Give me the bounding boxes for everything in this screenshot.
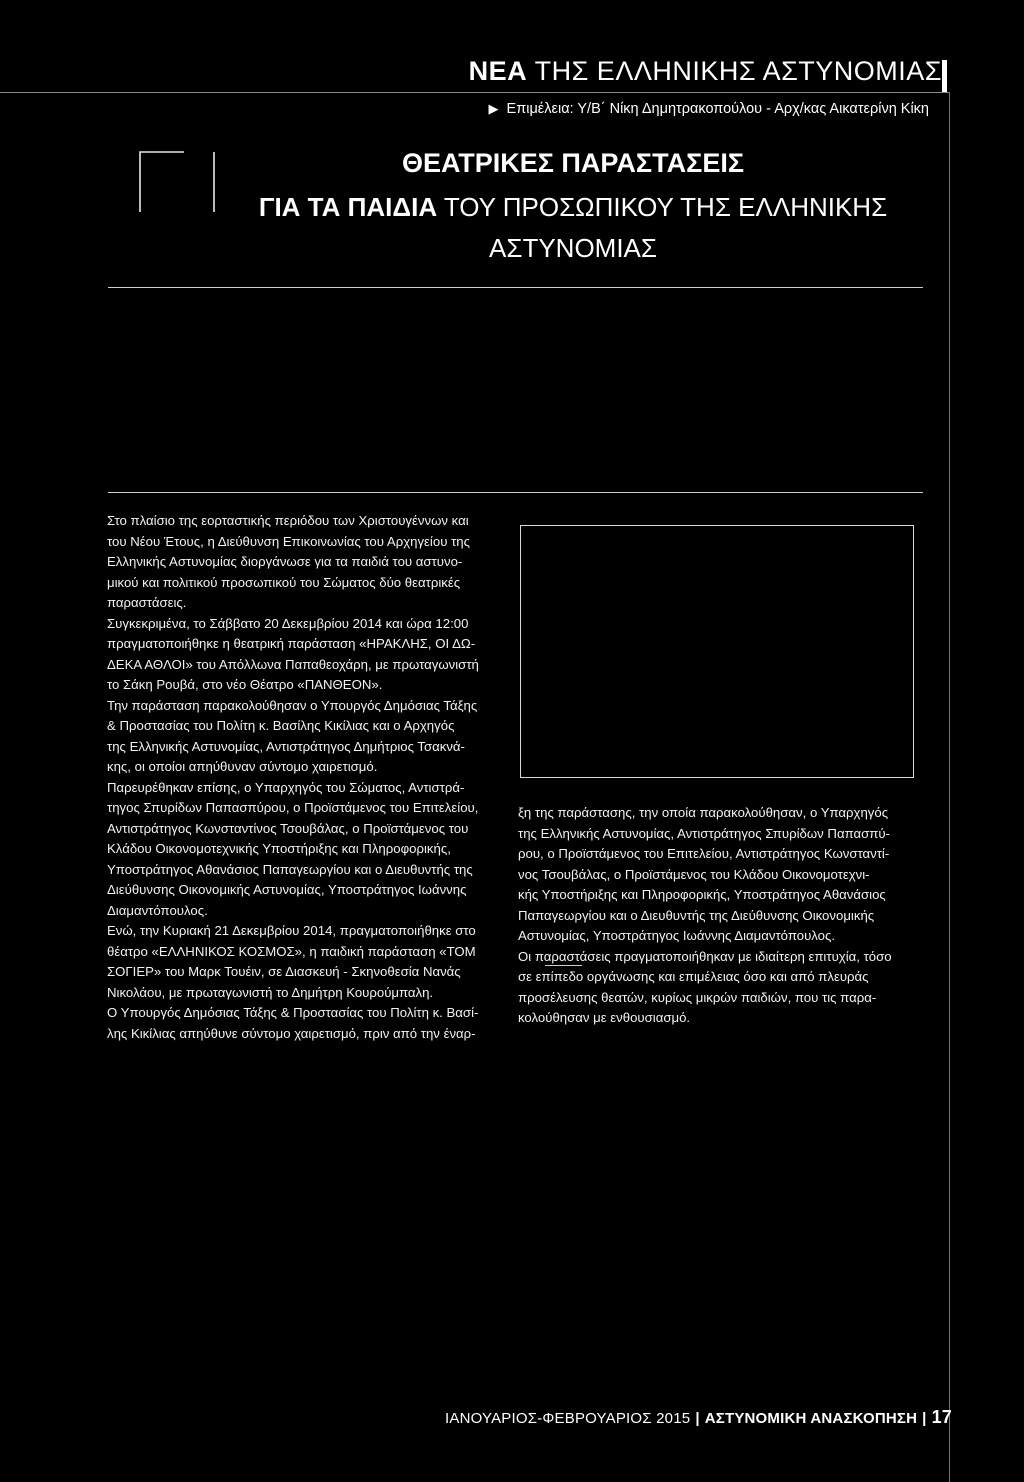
text-line: κής Υποστήριξης και Πληροφορικής, Υποστράτηγος Αθανάσιος: [518, 887, 886, 902]
text-line: ΔΕΚΑ ΑΘΛΟΙ» του Απόλλωνα Παπαθεοχάρη, με πρωταγωνιστή: [107, 656, 479, 672]
text-line: Στο πλαίσιο της εορταστικής περιόδου των Χριστουγέννων και: [107, 513, 469, 528]
body-column-left: [107, 511, 479, 1044]
article-title-line1: ΘΕΑΤΡΙΚΕΣ ΠΑΡΑΣΤΑΣΕΙΣ: [401, 148, 745, 178]
text-line: ρου, ο Προϊστάμενος του Επιτελείου, Αντιστράτηγος Κωνσταντί-: [518, 846, 890, 861]
text-line: Κλάδου Οικονομοτεχνικής Υποστήριξης και Πληροφορικής,: [107, 841, 451, 856]
text-line: Διαμαντόπουλος.: [107, 902, 208, 918]
text-line: κης, οι οποίοι απηύθυναν σύντομο χαιρετισμό.: [107, 759, 378, 774]
text-line: θέατρο «ΕΛΛΗΝΙΚΟΣ ΚΟΣΜΟΣ», η παιδική παράσταση «ΤΟΜ: [107, 943, 476, 959]
text-line: Συγκεκριμένα, το Σάββατο 20 Δεκεμβρίου 2014 και ώρα 12:00: [107, 615, 469, 631]
text-line: ξη της παράστασης, την οποία παρακολούθησαν, ο Υπαρχηγός: [518, 805, 889, 820]
text-line: σε επίπεδο οργάνωσης και επιμέλειας όσο και από πλευράς: [518, 969, 869, 984]
section-title: ΝΕΑ ΤΗΣ ΕΛΛΗΝΙΚΗΣ ΑΣΤΥΝΟΜΙΑΣ: [468, 56, 942, 86]
text-line: Αντιστράτηγος Κωνσταντίνος Τσουβάλας, ο Προϊστάμενος του: [107, 820, 469, 836]
end-mark-line: [545, 965, 582, 966]
bracket-logo-icon: [138, 150, 216, 212]
body-column-right: [518, 803, 892, 1029]
text-line: πραγματοποιήθηκε η θεατρική παράσταση «ΗΡΑΚΛΗΣ, ΟΙ ΔΩ-: [107, 636, 476, 651]
article-title-line3: ΑΣΤΥΝΟΜΙΑΣ: [489, 233, 657, 263]
text-line: νος Τσουβάλας, ο Προϊστάμενος του Κλάδου Οικονομοτεχνι-: [518, 866, 870, 882]
text-line: Ενώ, την Κυριακή 21 Δεκεμβρίου 2014, πραγματοποιήθηκε στο: [107, 923, 476, 938]
editor-credit: ▶ Επιμέλεια: Υ/Β΄ Νίκη Δημητρακοπούλου - Αρχ/κας Αικατερίνη Κίκη: [488, 101, 929, 117]
text-line: μικού και πολιτικού προσωπικού του Σώματος δύο θεατρικές: [107, 574, 461, 590]
body-divider: [108, 492, 923, 493]
text-line: της Ελληνικής Αστυνομίας, Αντιστράτηγος Σπυρίδων Παπασπύ-: [518, 825, 890, 841]
text-line: του Νέου Έτους, η Διεύθυνση Επικοινωνίας του Αρχηγείου της: [107, 533, 470, 549]
footer-magazine: ΑΣΤΥΝΟΜΙΚΗ ΑΝΑΣΚΟΠΗΣΗ: [704, 1410, 918, 1427]
text-line: Αστυνομίας, Υποστράτηγος Ιωάννης Διαμαντόπουλος.: [518, 928, 836, 943]
text-line: Ο Υπουργός Δημόσιας Τάξης & Προστασίας του Πολίτη κ. Βασί-: [107, 1005, 479, 1020]
page-number: 17: [931, 1407, 952, 1427]
text-line: Παπαγεωργίου και ο Διευθυντής της Διεύθυνσης Οικονομικής: [518, 907, 875, 923]
text-line: Νικολάου, με πρωταγωνιστή το Δημήτρη Κουρούμπαλη.: [107, 984, 434, 1000]
text-line: τηγος Σπυρίδων Παπασπύρου, ο Προϊστάμενος του Επιτελείου,: [107, 800, 479, 815]
article-title-line2: ΓΙΑ ΤΑ ΠΑΙΔΙΑ ΤΟΥ ΠΡΟΣΩΠΙΚΟΥ ΤΗΣ ΕΛΛΗΝΙΚΗΣ: [258, 192, 888, 222]
event-photo: [520, 525, 914, 778]
text-line: Οι παραστάσεις πραγματοποιήθηκαν με ιδιαίτερη επιτυχία, τόσο: [518, 948, 892, 964]
play-arrow-icon: ▶: [488, 101, 499, 116]
text-line: Ελληνικής Αστυνομίας διοργάνωσε για τα παιδιά του αστυνο-: [107, 554, 463, 569]
text-line: Διεύθυνσης Οικονομικής Αστυνομίας, Υποστράτηγος Ιωάννης: [107, 882, 467, 897]
text-line: παραστάσεις.: [107, 595, 187, 610]
text-line: Παρευρέθηκαν επίσης, ο Υπαρχηγός του Σώματος, Αντιστρά-: [107, 779, 465, 795]
top-rule: [0, 92, 950, 93]
text-line: κολούθησαν με ενθουσιασμό.: [518, 1010, 691, 1025]
text-line: λης Κικίλιας απηύθυνε σύντομο χαιρετισμό, πριν από την έναρ-: [107, 1025, 476, 1041]
text-line: το Σάκη Ρουβά, στο νέο Θέατρο «ΠΑΝΘΕΟΝ».: [107, 677, 383, 692]
text-line: Την παράσταση παρακολούθησαν ο Υπουργός Δημόσιας Τάξης: [107, 697, 478, 713]
title-divider: [108, 287, 923, 288]
text-line: Υποστράτηγος Αθανάσιος Παπαγεωργίου και ο Διευθυντής της: [107, 861, 473, 877]
text-line: ΣΟΓΙΕΡ» του Μαρκ Τουέιν, σε Διασκευή - Σκηνοθεσία Νανάς: [107, 964, 461, 979]
text-line: της Ελληνικής Αστυνομίας, Αντιστράτηγος Δημήτριος Τσακνά-: [107, 738, 465, 754]
text-line: προσέλευσης θεατών, κυρίως μικρών παιδιών, που τις παρα-: [518, 989, 877, 1005]
footer-issue: ΙΑΝΟΥΑΡΙΟΣ-ΦΕΒΡΟΥΑΡΙΟΣ 2015: [445, 1410, 691, 1427]
text-line: & Προστασίας του Πολίτη κ. Βασίλης Κικίλιας και ο Αρχηγός: [107, 718, 455, 733]
right-frame-line: [949, 92, 950, 1482]
page-footer: ΙΑΝΟΥΑΡΙΟΣ-ΦΕΒΡΟΥΑΡΙΟΣ 2015 | ΑΣΤΥΝΟΜΙΚΗ ΑΝΑΣΚΟΠΗΣΗ | 17: [445, 1407, 952, 1427]
section-marker-bar: [942, 60, 947, 92]
